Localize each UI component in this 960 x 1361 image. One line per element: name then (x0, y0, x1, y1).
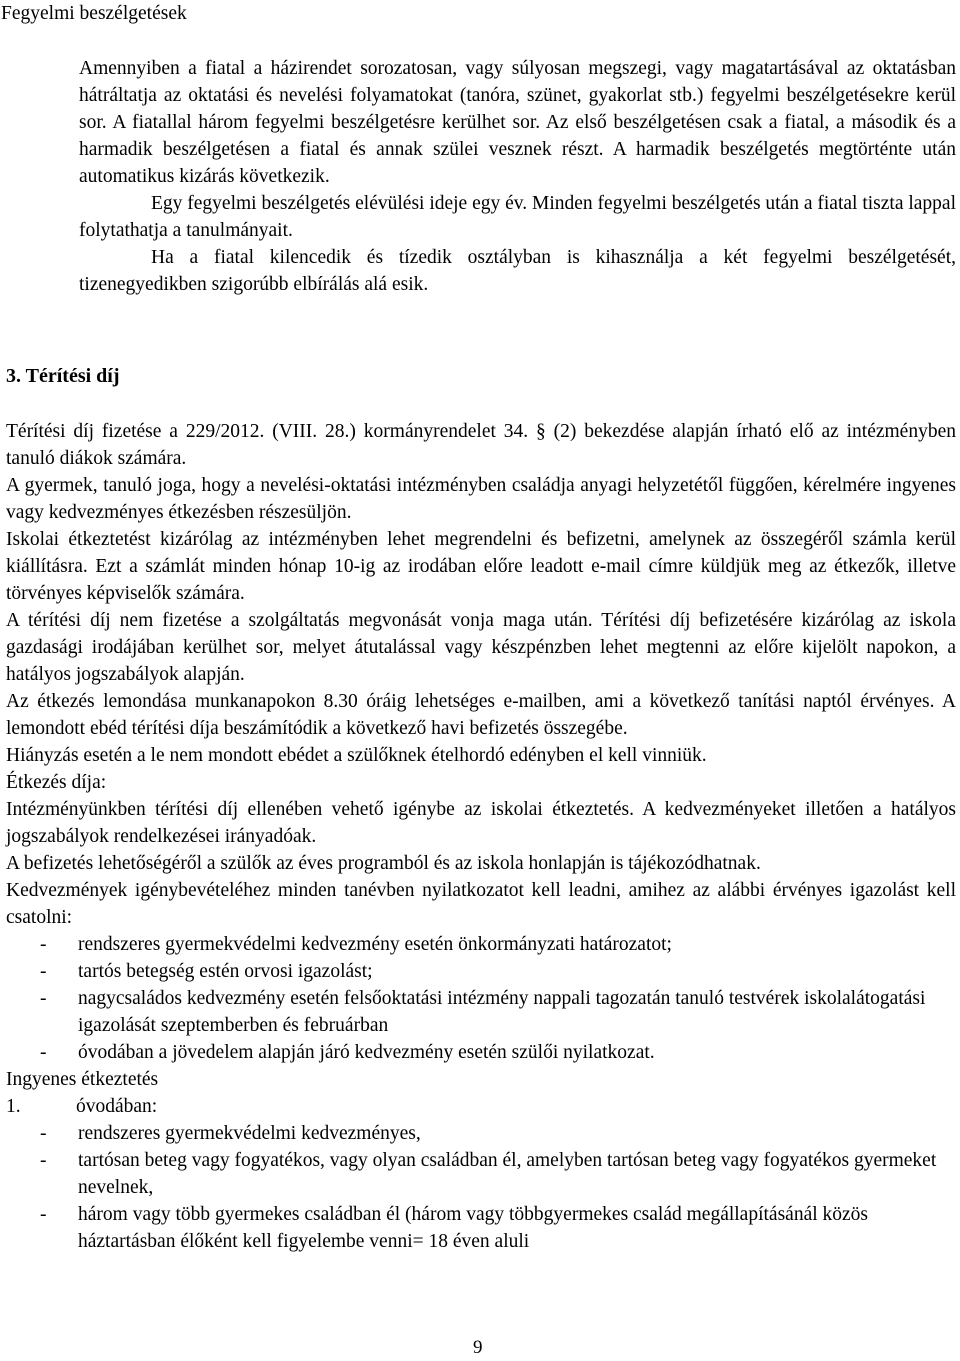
list-item-text: óvodában a jövedelem alapján járó kedvezmény esetén szülői nyilatkozat. (78, 1042, 655, 1063)
intro-paragraph-2: Egy fegyelmi beszélgetés elévülési ideje egy év. Minden fegyelmi beszélgetés után a fiatal tiszta lappal folytathatja a tanulmányait. (79, 193, 956, 241)
paragraph-9: A befizetés lehetőségéről a szülők az éves programból és az iskola honlapján is tájékozódhatnak. (6, 853, 761, 874)
list-item (6, 931, 956, 958)
list-dash: - (40, 934, 47, 955)
intro-section (79, 55, 956, 298)
list-dash: - (40, 1042, 47, 1063)
paragraph-7: Étkezés díja: (6, 772, 107, 793)
list-dash: - (40, 961, 47, 982)
list-item-text: nagycsaládos kedvezmény esetén felsőoktatási intézmény nappali tagozatán tanuló testvérek iskolalátogatási igazolását szeptemberben és februárban (78, 988, 926, 1036)
numbered-item (6, 1093, 956, 1120)
list-item (6, 1147, 956, 1201)
paragraph-3: Iskolai étkeztetést kizárólag az intézményben lehet megrendelni és befizetni, amelynek az összegéről számla kerül kiállításra. Ezt a számlát minden hónap 10-ig az irodában előre leadott e-mail címre küldjük meg az étkezők, illetve törvényes képviselők számára. (6, 529, 956, 604)
bullet-list-2 (6, 1120, 956, 1255)
list-item-text: három vagy több gyermekes családban él (három vagy többgyermekes család megállapításánál közös háztartásban élőként kell figyelembe venni= 18 éven aluli (78, 1204, 869, 1252)
section-title: Fegyelmi beszélgetések (1, 3, 187, 24)
list-item-text: rendszeres gyermekvédelmi kedvezményes, (78, 1123, 421, 1144)
list-item-text: tartósan beteg vagy fogyatékos, vagy olyan családban él, amelyben tartósan beteg vagy fogyatékos gyermeket nevelnek, (78, 1150, 937, 1198)
list-dash: - (40, 1150, 47, 1171)
list-dash: - (40, 1123, 47, 1144)
list-dash: - (40, 1204, 47, 1225)
paragraph-8: Intézményünkben térítési díj ellenében vehető igénybe az iskolai étkeztetés. A kedvezményeket illetően a hatályos jogszabályok rendelkezései irányadóak. (6, 799, 956, 847)
paragraph-11: Ingyenes étkeztetés (6, 1069, 159, 1090)
section-heading: 3. Térítési díj (6, 365, 120, 387)
list-item-text: tartós betegség estén orvosi igazolást; (78, 961, 373, 982)
intro-paragraph-1: Amennyiben a fiatal a házirendet sorozatosan, vagy súlyosan megszegi, vagy magatartásával az oktatásban hátráltatja az oktatási és nevelési folyamatokat (tanóra, szünet, gyakorlat stb.) fegyelmi beszélgetésekre kerül sor. A fiatallal három fegyelmi beszélgetésre kerülhet sor. Az első beszélgetésen csak a fiatal, a második és a harmadik beszélgetésen a fiatal és annak szülei vesznek részt. A harmadik beszélgetés megtörténte után automatikus kizárás következik. (79, 58, 956, 187)
page-number: 9 (473, 1337, 483, 1358)
numbered-item-text: óvodában: (76, 1096, 158, 1117)
paragraph-4: A térítési díj nem fizetése a szolgáltatás megvonását vonja maga után. Térítési díj befizetésére kizárólag az iskola gazdasági irodájában kerülhet sor, melyet átutalással vagy készpénzben lehet megtenni az előre kijelölt napokon, a hatályos jogszabályok alapján. (6, 610, 956, 685)
paragraph-1: Térítési díj fizetése a 229/2012. (VIII. 28.) kormányrendelet 34. § (2) bekezdése alapján írható elő az intézményben tanuló diákok számára. (6, 421, 956, 469)
list-item-text: rendszeres gyermekvédelmi kedvezmény esetén önkormányzati határozatot; (78, 934, 672, 955)
fee-section (6, 418, 956, 1255)
list-item (6, 985, 956, 1039)
paragraph-5: Az étkezés lemondása munkanapokon 8.30 óráig lehetséges e-mailben, ami a következő tanítási naptól érvényes. A lemondott ebéd térítési díja beszámítódik a következő havi befizetés összegébe. (6, 691, 956, 739)
paragraph-6: Hiányzás esetén a le nem mondott ebédet a szülőknek ételhordó edényben el kell vinniük. (6, 745, 707, 766)
intro-paragraph-3: Ha a fiatal kilencedik és tízedik osztályban is kihasználja a két fegyelmi beszélgetését, tizenegyedikben szigorúbb elbírálás alá esik. (79, 247, 956, 295)
list-item (6, 1120, 956, 1147)
list-item (6, 1039, 956, 1066)
numbered-item-label: 1. (6, 1096, 21, 1117)
list-item (6, 958, 956, 985)
paragraph-2: A gyermek, tanuló joga, hogy a nevelési-oktatási intézményben családja anyagi helyzetétől függően, kérelmére ingyenes vagy kedvezményes étkezésben részesüljön. (6, 475, 956, 523)
paragraph-10: Kedvezmények igénybevételéhez minden tanévben nyilatkozatot kell leadni, amihez az alábbi érvényes igazolást kell csatolni: (6, 880, 956, 928)
list-dash: - (40, 988, 47, 1009)
bullet-list-1 (6, 931, 956, 1066)
list-item (6, 1201, 956, 1255)
